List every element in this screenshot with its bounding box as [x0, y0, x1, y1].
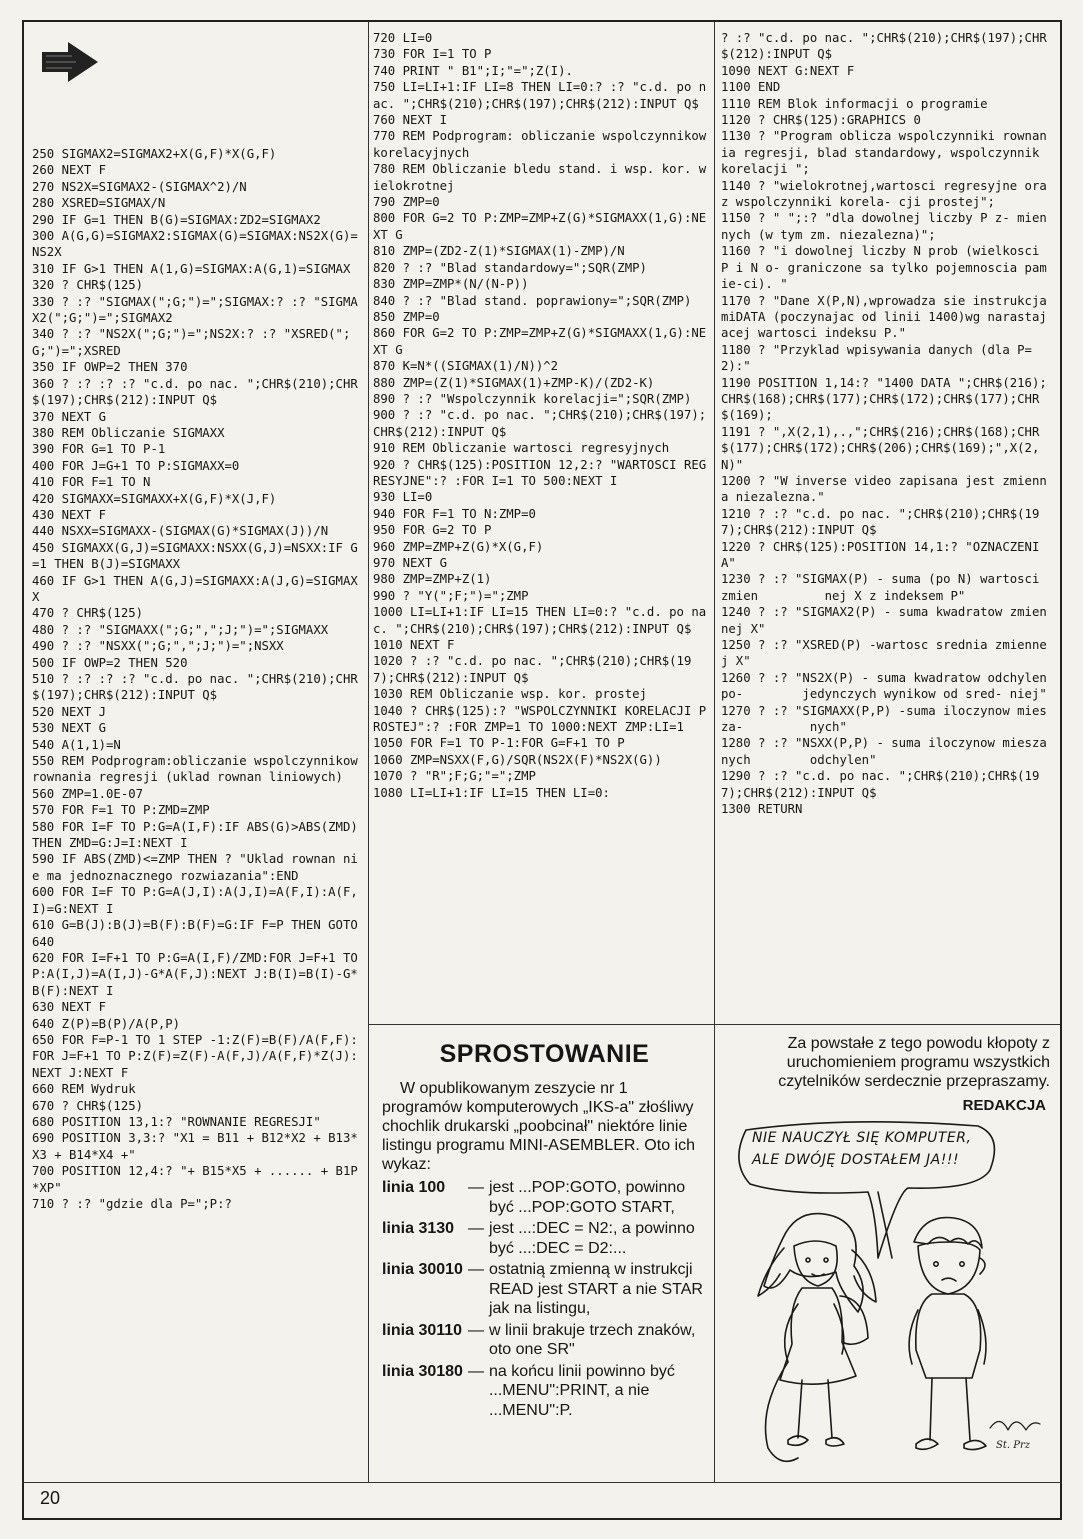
- errata-dash: —: [467, 1261, 484, 1278]
- listing-column-1: 250 SIGMAX2=SIGMAX2+X(G,F)*X(G,F) 260 NEXT F 270 NS2X=SIGMAX2-(SIGMAX^2)/N 280 XSRED=SIGMAX/N 290 IF G=1 THEN B(G)=SIGMAX:ZD2=SIGMAX2 300 A(G,G)=SIGMAX2:SIGMAX(G)=SIGMAX:NS2X(G)=NS2X 310 IF G>1 THEN A(1,G)=SIGMAX:A(G,1)=SIGMAX 320 ? CHR$(125) 330 ? :? "SIGMAX(";G;")=";SIGMAX:? :? "SIGMAX2(";G;")=";SIGMAX2 340 ? :? "NS2X(";G;")=";NS2X:? :? "XSRED(";G;")=";XSRED 350 IF OWP=2 THEN 370 360 ? :? :? :? "c.d. po nac. ";CHR$(210);CHR$(197);CHR$(212):INPUT Q$ 370 NEXT G 380 REM Obliczanie SIGMAXX 390 FOR G=1 TO P-1 400 FOR J=G+1 TO P:SIGMAXX=0 410 FOR F=1 TO N 420 SIGMAXX=SIGMAXX+X(G,F)*X(J,F) 430 NEXT F 440 NSXX=SIGMAXX-(SIGMAX(G)*SIGMAX(J))/N 450 SIGMAXX(G,J)=SIGMAXX:NSXX(G,J)=NSXX:IF G=1 THEN B(J)=SIGMAXX 460 IF G>1 THEN A(G,J)=SIGMAXX:A(J,G)=SIGMAXX 470 ? CHR$(125) 480 ? :? "SIGMAXX(";G;",";J;")=";SIGMAXX 490 ? :? "NSXX(";G;",";J;")=";NSXX 500 IF OWP=2 THEN 520 510 ? :? :? :? "c.d. po nac. ";CHR$(210);CHR$(197);CHR$(212):INPUT Q$ 520 NEXT J 530 NEXT G 540 A(1,1)=N 550 REM Podprogram:obliczanie wspolczynnikow rownania regresji (uklad rownan liniowych) 560 ZMP=1.0E-07 570 FOR F=1 TO P:ZMD=ZMP 580 FOR I=F TO P:G=A(I,F):IF ABS(G)>ABS(ZMD) THEN ZMD=G:J=I:NEXT I 590 IF ABS(ZMD)<=ZMP THEN ? "Uklad rownan nie ma jednoznacznego rozwiazania":END 600 FOR I=F TO P:G=A(J,I):A(J,I)=A(F,I):A(F,I)=G:NEXT I 610 G=B(J):B(J)=B(F):B(F)=G:IF F=P THEN GOTO 640 620 FOR I=F+1 TO P:G=A(I,F)/ZMD:FOR J=F+1 TO P:A(I,J)=A(I,J)-G*A(F,J):NEXT J:B(I)=B(I)-G*B(F):NEXT I 630 NEXT F 640 Z(P)=B(P)/A(P,P) 650 FOR F=P-1 TO 1 STEP -1:Z(F)=B(F)/A(F,F):FOR J=F+1 TO P:Z(F)=Z(F)-A(F,J)/A(F,F)*Z(J):NEXT J:NEXT F 660 REM Wydruk 670 ? CHR$(125) 680 POSITION 13,1:? "ROWNANIE REGRESJI" 690 POSITION 3,3:? "X1 = B11 + B12*X2 + B13*X3 + B14*X4 +" 700 POSITION 12,4:? "+ B15*X5 + ...... + B1P*XP" 710 ? :? "gdzie dla P=";P:?: [32, 147, 358, 1211]
- cartoon-illustration: [728, 1118, 1050, 1480]
- girl-face: [794, 1241, 837, 1286]
- editorial-signature: REDAKCJA: [962, 1097, 1046, 1114]
- errata-text: jest ...POP:GOTO, powinno być ...POP:GOTO START,: [488, 1179, 686, 1216]
- speech-bubble-text: NIE NAUCZYŁ SIĘ KOMPUTER, ALE DWÓJĘ DOSTAŁEM JA!!!: [752, 1130, 972, 1168]
- artist-signature: St. Prz: [996, 1440, 1031, 1451]
- errata-text: jest ...:DEC = N2:, a powinno być ...:DEC = D2:...: [488, 1220, 695, 1257]
- listing-bottom-rule: [368, 1024, 1060, 1025]
- errata-item: [382, 1260, 707, 1321]
- errata-item: [382, 1362, 707, 1423]
- errata-line-number: linia 30110: [382, 1321, 463, 1339]
- listing-column-3: ? :? "c.d. po nac. ";CHR$(210);CHR$(197);CHR$(212):INPUT Q$ 1090 NEXT G:NEXT F 1100 END 1110 REM Blok informacji o programie 1120 ? CHR$(125):GRAPHICS 0 1130 ? "Program oblicza wspolczynniki rownania regresji, blad standardowy, wspolczynnik korelacji "; 1140 ? "wielokrotnej,wartosci regresyjne oraz wspolczynniki korela- cji prostej"; 1150 ? " ";:? "dla dowolnej liczby P z- miennych (w tym zm. niezalezna)"; 1160 ? "i dowolnej liczby N prob (wielkosci P i N o- graniczone sa tylko pojemnoscia pamie-ci). " 1170 ? "Dane X(P,N),wprowadza sie instrukcjamiDATA (poczynajac od linii 1400)wg narastajacej wartosci indeksu P." 1180 ? "Przyklad wpisywania danych (dla P=2):" 1190 POSITION 1,14:? "1400 DATA ";CHR$(216);CHR$(168);CHR$(177);CHR$(172);CHR$(177);CHR$(169); 1191 ? ",X(2,1),.,";CHR$(216);CHR$(168);CHR$(177);CHR$(172);CHR$(206);CHR$(169);",X(2,N)" 1200 ? "W inverse video zapisana jest zmienna niezalezna." 1210 ? :? "c.d. po nac. ";CHR$(210);CHR$(197);CHR$(212):INPUT Q$ 1220 ? CHR$(125):POSITION 14,1:? "OZNACZENIA" 1230 ? :? "SIGMAX(P) - suma (po N) wartosci zmien nej X z indeksem P" 1240 ? :? "SIGMAX2(P) - suma kwadratow zmiennej X" 1250 ? :? "XSRED(P) -wartosc srednia zmiennej X" 1260 ? :? "NS2X(P) - suma kwadratow odchylen po- jedynczych wynikow od sred- niej" 1270 ? :? "SIGMAXX(P,P) -suma iloczynow miesza- nych" 1280 ? :? "NSXX(P,P) - suma iloczynow mieszanych odchylen" 1290 ? :? "c.d. po nac. ";CHR$(210);CHR$(197);CHR$(212):INPUT Q$ 1300 RETURN: [721, 31, 1047, 817]
- boy-shoes: [916, 1439, 986, 1450]
- boy-arms: [909, 1310, 986, 1364]
- errata-line-number: linia 30180: [382, 1362, 463, 1380]
- errata-text: ostatnią zmienną w instrukcji READ jest START a nie STAR jak na listingu,: [488, 1261, 703, 1317]
- errata-line-number: linia 30010: [382, 1261, 463, 1278]
- boy-body: [916, 1294, 981, 1378]
- column-divider-2: [714, 22, 715, 1482]
- errata-box: [382, 1040, 707, 1480]
- errata-title: SPROSTOWANIE: [439, 1040, 650, 1068]
- errata-dash: —: [467, 1179, 484, 1196]
- errata-list: [382, 1178, 707, 1422]
- apology-text: Za powstałe z tego powodu kłopoty z uruchomieniem programu wszystkich czytelników serdecznie przepraszamy.: [778, 1035, 1050, 1090]
- errata-dash: —: [467, 1220, 484, 1237]
- girl-pigtail-left: [758, 1248, 784, 1296]
- girl-body: [780, 1288, 856, 1384]
- errata-line-number: linia 100: [382, 1179, 446, 1196]
- errata-item: [382, 1321, 707, 1362]
- errata-line-number: linia 3130: [382, 1220, 455, 1237]
- boy-face: [918, 1242, 980, 1294]
- continuation-arrow-icon: [40, 40, 100, 84]
- errata-dash: —: [467, 1321, 484, 1339]
- listing-column-2: 720 LI=0 730 FOR I=1 TO P 740 PRINT " B1";I;"=";Z(I). 750 LI=LI+1:IF LI=8 THEN LI=0:? :? "c.d. po nac. ";CHR$(210);CHR$(197);CHR$(212):INPUT Q$ 760 NEXT I 770 REM Podprogram: obliczanie wspolczynnikow korelacyjnych 780 REM Obliczanie bledu stand. i wsp. kor. wielokrotnej 790 ZMP=0 800 FOR G=2 TO P:ZMP=ZMP+Z(G)*SIGMAXX(1,G):NEXT G 810 ZMP=(ZD2-Z(1)*SIGMAX(1)-ZMP)/N 820 ? :? "Blad standardowy=";SQR(ZMP) 830 ZMP=ZMP*(N/(N-P)) 840 ? :? "Blad stand. poprawiony=";SQR(ZMP) 850 ZMP=0 860 FOR G=2 TO P:ZMP=ZMP+Z(G)*SIGMAXX(1,G):NEXT G 870 K=N*((SIGMAX(1)/N))^2 880 ZMP=(Z(1)*SIGMAX(1)+ZMP-K)/(ZD2-K) 890 ? :? "Wspolczynnik korelacji=";SQR(ZMP) 900 ? :? "c.d. po nac. ";CHR$(210);CHR$(197);CHR$(212):INPUT Q$ 910 REM Obliczanie wartosci regresyjnych 920 ? CHR$(125):POSITION 12,2:? "WARTOSCI REGRESYJNE":? :FOR I=1 TO 500:NEXT I 930 LI=0 940 FOR F=1 TO N:ZMP=0 950 FOR G=2 TO P 960 ZMP=ZMP+Z(G)*X(G,F) 970 NEXT G 980 ZMP=ZMP+Z(1) 990 ? "Y(";F;")=";ZMP 1000 LI=LI+1:IF LI=15 THEN LI=0:? "c.d. po nac. ";CHR$(210);CHR$(197);CHR$(212):INPUT Q$ 1010 NEXT F 1020 ? :? "c.d. po nac. ";CHR$(210);CHR$(197);CHR$(212):INPUT Q$ 1030 REM Obliczanie wsp. kor. prostej 1040 ? CHR$(125):? "WSPOLCZYNNIKI KORELACJI PROSTEJ":? :FOR ZMP=1 TO 1000:NEXT ZMP:LI=1 1050 FOR F=1 TO P-1:FOR G=F+1 TO P 1060 ZMP=NSXX(F,G)/SQR(NS2X(F)*NS2X(G)) 1070 ? "R";F;G;"=";ZMP 1080 LI=LI+1:IF LI=15 THEN LI=0:: [373, 31, 707, 800]
- errata-intro: W opublikowanym zeszycie nr 1 programów komputerowych „IKS-a" złośliwy chochlik drukarski „poobcinał" niektóre linie listingu programu MINI-ASEMBLER. Oto ich wykaz:: [382, 1080, 695, 1173]
- girl-arm-right: [834, 1304, 844, 1354]
- speech-bubble-tail: [878, 1192, 892, 1258]
- errata-item: [382, 1219, 707, 1260]
- boy-legs: [930, 1378, 970, 1440]
- column-divider-1: [368, 22, 369, 1482]
- errata-text: w linii brakuje trzech znaków, oto one SR": [488, 1321, 696, 1358]
- signature-scribble: [990, 1421, 1040, 1430]
- girl-legs: [798, 1380, 832, 1438]
- boy-ear: [980, 1258, 985, 1274]
- errata-dash: —: [467, 1362, 484, 1380]
- errata-text: na końcu linii powinno być ...MENU":PRINT, a nie ...MENU":P.: [488, 1362, 675, 1419]
- errata-item: [382, 1178, 707, 1219]
- page-number: 20: [40, 1488, 61, 1508]
- girl-shoes: [788, 1436, 844, 1446]
- page-bottom-rule: [22, 1482, 1062, 1483]
